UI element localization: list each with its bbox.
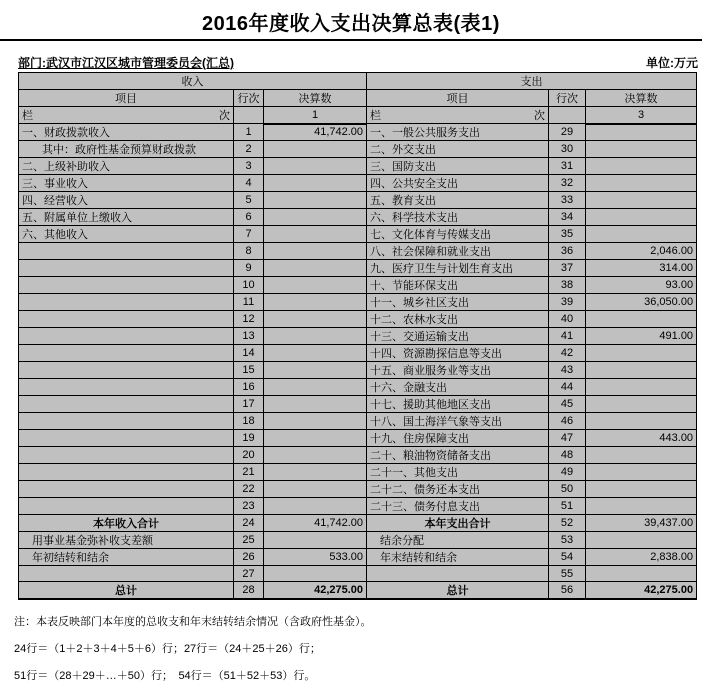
income-amount-cell [264,566,367,582]
income-item-cell [19,294,234,311]
income-amount-cell [264,277,367,294]
table-row [19,447,697,464]
income-line-cell: 8 [234,243,264,260]
expense-item-cell: 八、社会保障和就业支出 [367,243,549,260]
expense-amount-cell [586,141,697,158]
expense-amount-cell [586,379,697,396]
expense-item-cell: 总计 [367,582,549,600]
income-line-cell: 7 [234,226,264,243]
table-row [19,566,697,582]
expense-line-header: 行次 [549,90,586,107]
title-rule [0,39,702,41]
expense-amount-cell [586,413,697,430]
income-amount-cell [264,532,367,549]
expense-amount-cell: 36,050.00 [586,294,697,311]
expense-line-cell: 33 [549,192,586,209]
table-row [19,481,697,498]
income-item-cell: 用事业基金弥补收支差额 [19,532,234,549]
table-row [19,379,697,396]
expense-item-cell: 结余分配 [367,532,549,549]
subheader [18,54,698,71]
expense-item-cell: 九、医疗卫生与计划生育支出 [367,260,549,277]
income-lan-ci-cell [19,107,234,124]
table-row [19,141,697,158]
income-amount-cell [264,311,367,328]
income-item-cell [19,481,234,498]
expense-amount-cell: 2,838.00 [586,549,697,566]
income-line-cell: 25 [234,532,264,549]
income-item-cell [19,396,234,413]
expense-item-cell: 十、节能环保支出 [367,277,549,294]
income-item-cell [19,277,234,294]
column-index-row [19,107,697,124]
income-item-header: 项目 [19,90,234,107]
expense-amount-cell [586,566,697,582]
expense-item-cell: 十九、住房保障支出 [367,430,549,447]
expense-line-cell: 49 [549,464,586,481]
income-amount-cell [264,430,367,447]
income-item-cell: 总计 [19,582,234,600]
income-line-cell: 27 [234,566,264,582]
expense-item-header: 项目 [367,90,549,107]
income-line-cell: 2 [234,141,264,158]
column-header-row [19,90,697,107]
income-item-cell: 其中：政府性基金预算财政拨款 [19,141,234,158]
income-item-cell [19,260,234,277]
income-line-cell: 14 [234,345,264,362]
expense-line-cell: 41 [549,328,586,345]
table-row [19,515,697,532]
expense-item-cell: 十四、资源勘探信息等支出 [367,345,549,362]
expense-item-cell: 六、科学技术支出 [367,209,549,226]
expense-item-cell: 二十三、债务付息支出 [367,498,549,515]
income-line-cell: 17 [234,396,264,413]
income-line-cell: 12 [234,311,264,328]
expense-amount-cell: 42,275.00 [586,582,697,600]
income-amount-cell [264,243,367,260]
expense-line-cell: 39 [549,294,586,311]
final-accounts-table [18,72,697,600]
income-amount-cell: 42,275.00 [264,582,367,600]
income-amount-cell [264,175,367,192]
income-line-cell: 21 [234,464,264,481]
table-row [19,549,697,566]
income-section-header: 收入 [19,73,367,90]
income-item-cell: 本年收入合计 [19,515,234,532]
note-line: 51行＝（28＋29＋…＋50）行； 54行＝（51＋52＋53）行。 [14,670,316,682]
income-line-header: 行次 [234,90,264,107]
expense-amount-cell [586,124,697,141]
expense-item-cell: 二十一、其他支出 [367,464,549,481]
income-amount-cell [264,294,367,311]
income-line-cell: 9 [234,260,264,277]
expense-line-cell: 52 [549,515,586,532]
income-amount-header: 决算数 [264,90,367,107]
income-item-cell [19,447,234,464]
income-item-cell: 三、事业收入 [19,175,234,192]
expense-amount-cell [586,311,697,328]
expense-amount-cell: 2,046.00 [586,243,697,260]
income-item-cell [19,362,234,379]
income-line-cell: 13 [234,328,264,345]
expense-line-cell: 40 [549,311,586,328]
table-row [19,294,697,311]
income-item-cell: 年初结转和结余 [19,549,234,566]
table-row [19,158,697,175]
expense-item-cell [367,566,549,582]
expense-line-cell: 51 [549,498,586,515]
expense-line-cell: 38 [549,277,586,294]
income-item-cell: 一、财政拨款收入 [19,124,234,141]
expense-amount-cell [586,192,697,209]
income-line-cell: 6 [234,209,264,226]
expense-line-cell: 45 [549,396,586,413]
income-amount-cell [264,141,367,158]
expense-amount-cell: 491.00 [586,328,697,345]
income-amount-cell: 533.00 [264,549,367,566]
note-line: 24行＝（1＋2＋3＋4＋5＋6）行；27行＝（24＋25＋26）行； [14,643,321,655]
expense-col-index: 3 [586,107,697,124]
expense-line-cell: 55 [549,566,586,582]
expense-item-cell: 年末结转和结余 [367,549,549,566]
expense-line-cell: 43 [549,362,586,379]
income-amount-cell [264,209,367,226]
table-row [19,396,697,413]
lan-label: 栏 [370,110,382,122]
expense-item-cell: 十二、农林水支出 [367,311,549,328]
expense-section-header: 支出 [367,73,697,90]
expense-item-cell: 二十二、债务还本支出 [367,481,549,498]
income-amount-cell [264,396,367,413]
footnotes [14,613,702,683]
income-index-blank-cell [234,107,264,124]
expense-amount-cell [586,158,697,175]
expense-amount-cell: 314.00 [586,260,697,277]
expense-item-cell: 十三、交通运输支出 [367,328,549,345]
income-line-cell: 22 [234,481,264,498]
income-item-cell [19,345,234,362]
income-line-cell: 18 [234,413,264,430]
income-item-cell [19,464,234,481]
expense-amount-cell: 93.00 [586,277,697,294]
table-row [19,582,697,600]
expense-line-cell: 53 [549,532,586,549]
expense-line-cell: 54 [549,549,586,566]
expense-amount-cell [586,396,697,413]
income-item-cell [19,328,234,345]
income-item-cell [19,498,234,515]
expense-line-cell: 46 [549,413,586,430]
expense-line-cell: 30 [549,141,586,158]
table-row [19,175,697,192]
expense-amount-cell [586,498,697,515]
table-row [19,311,697,328]
income-col-index: 1 [264,107,367,124]
ci-label: 次 [219,110,230,122]
expense-item-cell: 二、外交支出 [367,141,549,158]
table-row [19,532,697,549]
income-item-cell: 四、经营收入 [19,192,234,209]
expense-line-cell: 35 [549,226,586,243]
expense-amount-cell [586,532,697,549]
expense-line-cell: 29 [549,124,586,141]
section-header-row [19,73,697,90]
expense-line-cell: 47 [549,430,586,447]
income-line-cell: 16 [234,379,264,396]
expense-item-cell: 十五、商业服务业等支出 [367,362,549,379]
table-row [19,430,697,447]
expense-line-cell: 32 [549,175,586,192]
table-row [19,498,697,515]
income-line-cell: 10 [234,277,264,294]
income-item-cell [19,379,234,396]
income-line-cell: 23 [234,498,264,515]
table-row [19,260,697,277]
income-amount-cell [264,192,367,209]
expense-line-cell: 42 [549,345,586,362]
expense-item-cell: 三、国防支出 [367,158,549,175]
table-row [19,243,697,260]
expense-line-cell: 31 [549,158,586,175]
expense-item-cell: 十八、国土海洋气象等支出 [367,413,549,430]
expense-item-cell: 十一、城乡社区支出 [367,294,549,311]
income-amount-cell [264,498,367,515]
expense-amount-cell: 39,437.00 [586,515,697,532]
expense-item-cell: 五、教育支出 [367,192,549,209]
expense-line-cell: 37 [549,260,586,277]
table-row [19,362,697,379]
ci-label: 次 [534,110,546,122]
income-line-cell: 3 [234,158,264,175]
income-amount-cell [264,379,367,396]
expense-item-cell: 十六、金融支出 [367,379,549,396]
income-line-cell: 15 [234,362,264,379]
expense-line-cell: 44 [549,379,586,396]
income-line-cell: 20 [234,447,264,464]
table-row [19,209,697,226]
expense-amount-cell [586,209,697,226]
expense-item-cell: 本年支出合计 [367,515,549,532]
income-amount-cell [264,260,367,277]
income-item-cell [19,413,234,430]
expense-line-cell: 48 [549,447,586,464]
income-amount-cell [264,481,367,498]
income-amount-cell: 41,742.00 [264,515,367,532]
lan-label: 栏 [22,110,33,122]
income-amount-cell [264,158,367,175]
income-amount-cell [264,413,367,430]
department-label: 部门:武汉市江汉区城市管理委员会(汇总) [18,56,234,70]
income-item-cell [19,566,234,582]
expense-amount-cell [586,175,697,192]
income-line-cell: 19 [234,430,264,447]
expense-amount-cell [586,481,697,498]
expense-amount-cell [586,464,697,481]
table-header [19,73,697,124]
expense-amount-cell [586,345,697,362]
expense-item-cell: 一、一般公共服务支出 [367,124,549,141]
income-item-cell [19,243,234,260]
page-title: 2016年度收入支出决算总表(表1) [202,13,500,35]
income-line-cell: 11 [234,294,264,311]
expense-index-blank-cell [549,107,586,124]
income-item-cell [19,311,234,328]
note-line: 注：本表反映部门本年度的总收支和年末结转结余情况（含政府性基金）。 [14,616,372,628]
table-row [19,345,697,362]
income-amount-cell [264,362,367,379]
income-line-cell: 24 [234,515,264,532]
expense-item-cell: 四、公共安全支出 [367,175,549,192]
expense-amount-cell [586,362,697,379]
income-line-cell: 1 [234,124,264,141]
table-row [19,124,697,141]
income-amount-cell [264,464,367,481]
table-body [19,124,697,600]
table-row [19,328,697,345]
income-line-cell: 4 [234,175,264,192]
income-amount-cell: 41,742.00 [264,124,367,141]
expense-item-cell: 十七、援助其他地区支出 [367,396,549,413]
table-row [19,277,697,294]
table-row [19,464,697,481]
table-row [19,413,697,430]
unit-label: 单位:万元 [646,56,698,70]
expense-amount-cell: 443.00 [586,430,697,447]
expense-item-cell: 七、文化体育与传媒支出 [367,226,549,243]
income-amount-cell [264,328,367,345]
income-item-cell: 二、上级补助收入 [19,158,234,175]
income-item-cell [19,430,234,447]
table-row [19,192,697,209]
income-amount-cell [264,226,367,243]
income-amount-cell [264,447,367,464]
expense-lan-ci-cell [367,107,549,124]
expense-line-cell: 56 [549,582,586,600]
income-line-cell: 28 [234,582,264,600]
income-item-cell: 六、其他收入 [19,226,234,243]
expense-amount-cell [586,447,697,464]
income-item-cell: 五、附属单位上缴收入 [19,209,234,226]
table-row [19,226,697,243]
income-line-cell: 26 [234,549,264,566]
expense-amount-cell [586,226,697,243]
income-line-cell: 5 [234,192,264,209]
expense-line-cell: 50 [549,481,586,498]
expense-amount-header: 决算数 [586,90,697,107]
expense-line-cell: 36 [549,243,586,260]
expense-line-cell: 34 [549,209,586,226]
expense-item-cell: 二十、粮油物资储备支出 [367,447,549,464]
income-amount-cell [264,345,367,362]
